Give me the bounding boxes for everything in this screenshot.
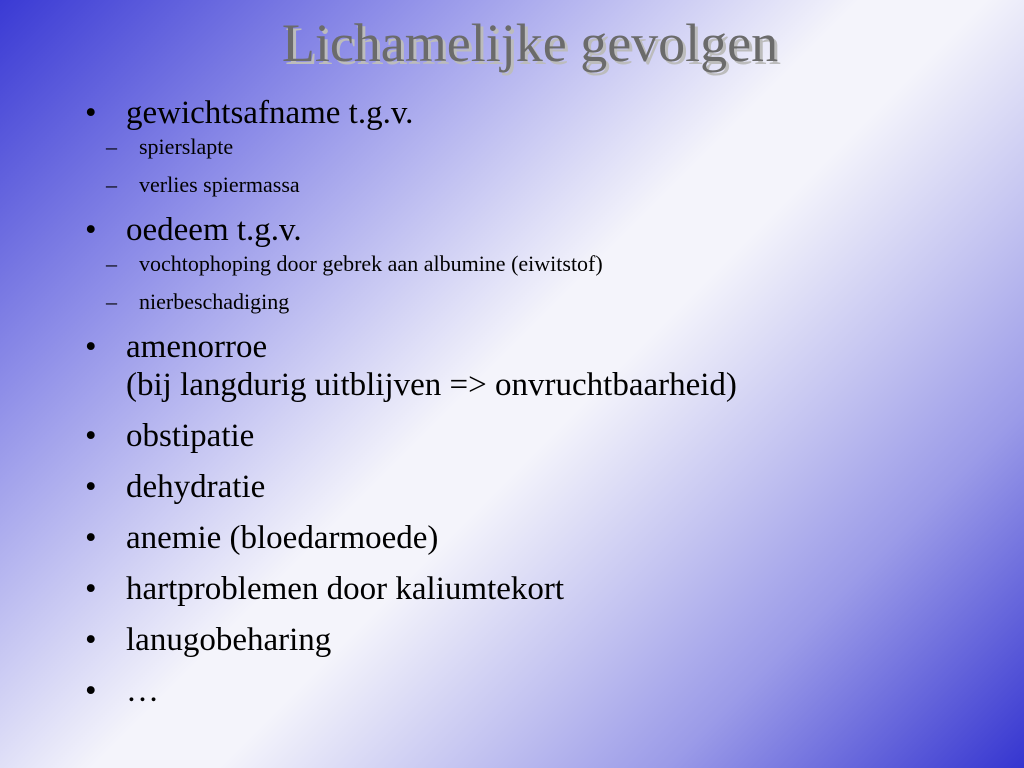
sub-item-verlies-spiermassa — [94, 172, 1005, 198]
slide-title: Lichamelijke gevolgen — [281, 13, 779, 73]
bullet-item-obstipatie — [85, 417, 1005, 455]
bullet-icon: • — [85, 418, 97, 454]
dash-icon: – — [106, 289, 117, 314]
bullet-item-lanugobeharing — [85, 621, 1005, 659]
bullet-item-dehydratie — [85, 468, 1005, 506]
sub-item-vochtophoping — [94, 251, 1005, 277]
sub-item-text: nierbeschadiging — [139, 289, 290, 314]
bullet-list — [85, 94, 1005, 723]
bullet-icon: • — [85, 571, 97, 607]
sub-item-spierslapte — [94, 134, 1005, 160]
bullet-item-gewichtsafname — [85, 94, 1005, 198]
dash-icon: – — [106, 134, 117, 159]
bullet-icon: • — [85, 329, 97, 365]
sub-item-text: verlies spiermassa — [139, 172, 300, 197]
bullet-icon: • — [85, 212, 97, 248]
bullet-text: … — [126, 673, 159, 709]
bullet-item-ellipsis — [85, 672, 1005, 710]
bullet-icon: • — [85, 622, 97, 658]
bullet-item-hartproblemen — [85, 570, 1005, 608]
bullet-icon: • — [85, 520, 97, 556]
bullet-icon: • — [85, 469, 97, 505]
sub-item-text: vochtophoping door gebrek aan albumine (eiwitstof) — [139, 251, 603, 276]
dash-icon: – — [106, 251, 117, 276]
bullet-text: dehydratie — [126, 469, 266, 505]
bullet-text: gewichtsafname t.g.v. — [126, 95, 414, 131]
bullet-item-amenorroe — [85, 328, 1005, 404]
bullet-text: hartproblemen door kaliumtekort — [126, 571, 565, 607]
bullet-item-anemie — [85, 519, 1005, 557]
bullet-item-oedeem — [85, 211, 1005, 315]
bullet-icon: • — [85, 673, 97, 709]
bullet-text-continuation: (bij langdurig uitblijven => onvruchtbaarheid) — [126, 367, 737, 403]
bullet-text: lanugobeharing — [126, 622, 332, 658]
sub-item-text: spierslapte — [139, 134, 234, 159]
bullet-icon: • — [85, 95, 97, 131]
dash-icon: – — [106, 172, 117, 197]
sub-list — [106, 134, 1005, 198]
bullet-text: anemie (bloedarmoede) — [126, 520, 439, 556]
bullet-text: amenorroe — [126, 329, 268, 365]
bullet-text: oedeem t.g.v. — [126, 212, 302, 248]
bullet-text: obstipatie — [126, 418, 255, 454]
sub-list — [106, 251, 1005, 315]
sub-item-nierbeschadiging — [94, 289, 1005, 315]
